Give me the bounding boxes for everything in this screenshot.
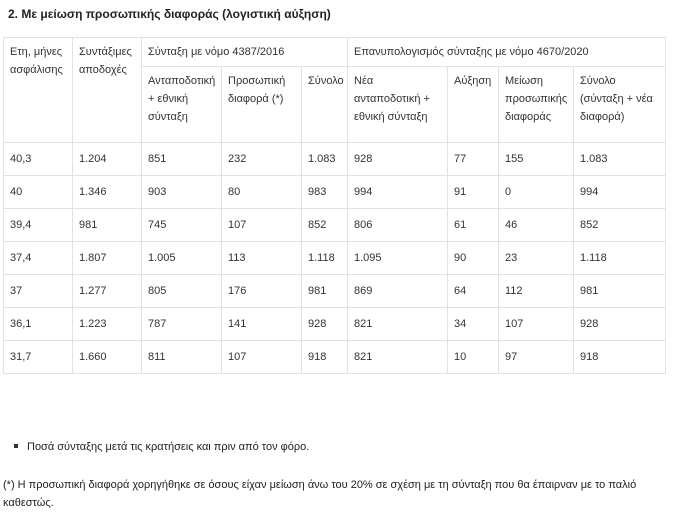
cell: 994 (348, 176, 448, 209)
cell: 1.005 (142, 242, 222, 275)
header-increase: Αύξηση (448, 67, 499, 143)
cell: 1.095 (348, 242, 448, 275)
cell: 806 (348, 209, 448, 242)
cell: 107 (222, 209, 302, 242)
cell: 1.223 (73, 308, 142, 341)
cell: 80 (222, 176, 302, 209)
cell: 155 (499, 143, 574, 176)
cell: 107 (499, 308, 574, 341)
table-row (4, 242, 666, 275)
cell: 918 (302, 341, 348, 374)
cell: 928 (574, 308, 666, 341)
cell: 31,7 (4, 341, 73, 374)
cell: 981 (73, 209, 142, 242)
cell: 928 (302, 308, 348, 341)
cell: 852 (574, 209, 666, 242)
header-group-old: Σύνταξη με νόμο 4387/2016 (142, 38, 348, 67)
cell: 141 (222, 308, 302, 341)
cell: 745 (142, 209, 222, 242)
cell: 1.660 (73, 341, 142, 374)
cell: 903 (142, 176, 222, 209)
cell: 91 (448, 176, 499, 209)
cell: 39,4 (4, 209, 73, 242)
cell: 232 (222, 143, 302, 176)
cell: 1.083 (302, 143, 348, 176)
amounts-note (14, 441, 309, 453)
cell: 821 (348, 341, 448, 374)
cell: 981 (302, 275, 348, 308)
cell: 113 (222, 242, 302, 275)
table-row (4, 209, 666, 242)
header-new-pension: Νέα ανταποδοτική + εθνική σύνταξη (348, 67, 448, 143)
cell: 1.083 (574, 143, 666, 176)
cell: 821 (348, 308, 448, 341)
cell: 928 (348, 143, 448, 176)
cell: 10 (448, 341, 499, 374)
cell: 1.346 (73, 176, 142, 209)
table-row (4, 341, 666, 374)
cell: 46 (499, 209, 574, 242)
table-row (4, 308, 666, 341)
cell: 811 (142, 341, 222, 374)
cell: 64 (448, 275, 499, 308)
cell: 40,3 (4, 143, 73, 176)
section-heading: 2. Με μείωση προσωπικής διαφοράς (λογιστική αύξηση) (8, 7, 331, 21)
cell: 37,4 (4, 242, 73, 275)
cell: 994 (574, 176, 666, 209)
pension-table (3, 37, 666, 374)
cell: 112 (499, 275, 574, 308)
header-earnings: Συντάξιμες αποδοχές (73, 38, 142, 143)
cell: 869 (348, 275, 448, 308)
cell: 77 (448, 143, 499, 176)
cell: 1.204 (73, 143, 142, 176)
table-row (4, 275, 666, 308)
cell: 107 (222, 341, 302, 374)
cell: 1.807 (73, 242, 142, 275)
cell: 787 (142, 308, 222, 341)
header-old-pension: Ανταποδοτική + εθνική σύνταξη (142, 67, 222, 143)
cell: 176 (222, 275, 302, 308)
header-difference-reduction: Μείωση προσωπικής διαφοράς (499, 67, 574, 143)
cell: 61 (448, 209, 499, 242)
cell: 1.118 (574, 242, 666, 275)
cell: 34 (448, 308, 499, 341)
cell: 918 (574, 341, 666, 374)
cell: 37 (4, 275, 73, 308)
amounts-note-text: Ποσά σύνταξης μετά τις κρατήσεις και πριν από τον φόρο. (27, 441, 310, 453)
cell: 40 (4, 176, 73, 209)
cell: 851 (142, 143, 222, 176)
header-personal-difference: Προσωπική διαφορά (*) (222, 67, 302, 143)
cell: 90 (448, 242, 499, 275)
header-new-total: Σύνολο (σύνταξη + νέα διαφορά) (574, 67, 666, 143)
header-years: Ετη, μήνες ασφάλισης (4, 38, 73, 143)
table-row (4, 176, 666, 209)
table-row (4, 143, 666, 176)
header-old-total: Σύνολο (302, 67, 348, 143)
cell: 983 (302, 176, 348, 209)
cell: 36,1 (4, 308, 73, 341)
footnote: (*) Η προσωπική διαφορά χορηγήθηκε σε όσους είχαν μείωση άνω του 20% σε σχέση με τη σύνταξη που θα έπαιρναν με το παλιό καθεστώς. (3, 479, 637, 509)
cell: 97 (499, 341, 574, 374)
cell: 23 (499, 242, 574, 275)
cell: 805 (142, 275, 222, 308)
header-group-new: Επανυπολογισμός σύνταξης με νόμο 4670/2020 (348, 38, 666, 67)
cell: 981 (574, 275, 666, 308)
cell: 0 (499, 176, 574, 209)
bullet-icon (14, 444, 18, 448)
cell: 1.277 (73, 275, 142, 308)
cell: 852 (302, 209, 348, 242)
cell: 1.118 (302, 242, 348, 275)
